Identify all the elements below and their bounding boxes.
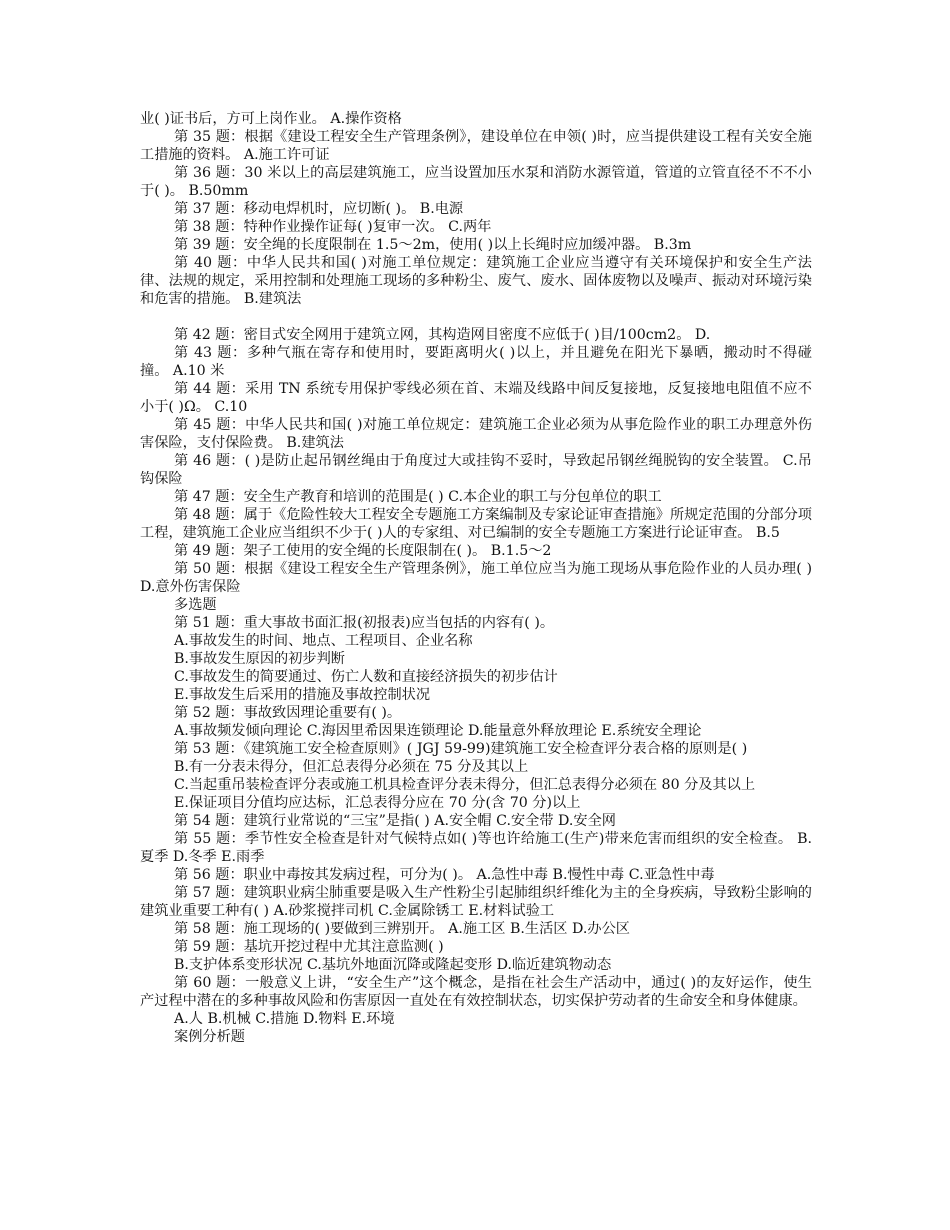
paragraph: 业( )证书后，方可上岗作业。 A.操作资格 [140,111,402,127]
question-43: 第 43 题：多种气瓶在寄存和使用时，要距离明火( )以上，并且避免在阳光下暴晒，搬动时不得碰撞。 A.10 米 [140,345,812,379]
question-57: 第 57 题：建筑职业病尘肺重要是吸入生产性粉尘引起肺组织纤维化为主的全身疾病，导致粉尘影响的建筑业重要工种有( ) A.砂浆搅拌司机 C.金属除锈工 E.材料试验工 [140,885,812,919]
question-46: 第 46 题：( )是防止起吊钢丝绳由于角度过大或挂钩不妥时，导致起吊钢丝绳脱钩的安全装置。 C.吊钩保险 [140,453,812,487]
answer-option: C.当起重吊装检查评分表或施工机具检查评分表未得分，但汇总表得分必须在 80 分及其以上 [174,777,756,793]
question-37: 第 37 题：移动电焊机时，应切断( )。 B.电源 [174,201,464,217]
question-60: 第 60 题：一般意义上讲，“安全生产”这个概念，是指在社会生产活动中，通过( )的友好运作，使生产过程中潜在的多种事故风险和伤害原因一直处在有效控制状态，切实保护劳动者的生命安全和身体健康。 [140,975,812,1009]
question-39: 第 39 题：安全绳的长度限制在 1.5～2m，使用( )以上长绳时应加缓冲器。 B.3m [174,237,692,253]
question-42: 第 42 题：密目式安全网用于建筑立网，其构造网目密度不应低于( )目/100cm2。 D. [174,327,711,343]
answer-option: A.事故频发倾向理论 C.海因里希因果连锁理论 D.能量意外释放理论 E.系统安全理论 [174,723,702,739]
question-52: 第 52 题：事故致因理论重要有( )。 [174,705,402,721]
answer-option: B.支护体系变形状况 C.基坑外地面沉降或隆起变形 D.临近建筑物动态 [174,957,612,973]
answer-option: E.保证项目分值均应达标，汇总表得分应在 70 分(含 70 分)以上 [174,795,581,811]
question-44: 第 44 题：采用 TN 系统专用保护零线必须在首、末端及线路中间反复接地，反复接地电阻值不应不小于( )Ω。 C.10 [140,381,812,415]
question-35: 第 35 题：根据《建设工程安全生产管理条例》，建设单位在申领( )时，应当提供建设工程有关安全施工措施的资料。 A.施工许可证 [140,129,812,163]
answer-option: B.事故发生原因的初步判断 [174,651,345,667]
blank-line [140,308,812,326]
question-38: 第 38 题：特种作业操作证每( )复审一次。 C.两年 [174,219,492,235]
section-heading-case-analysis: 案例分析题 [174,1029,245,1045]
question-59: 第 59 题：基坑开挖过程中尤其注意监测( ) [174,939,444,955]
question-36: 第 36 题：30 米以上的高层建筑施工，应当设置加压水泵和消防水源管道，管道的立管直径不不不小于( )。 B.50mm [140,165,812,199]
answer-option: B.有一分表未得分，但汇总表得分必须在 75 分及其以上 [174,759,529,775]
question-55: 第 55 题：季节性安全检查是针对气候特点如( )等也许给施工(生产)带来危害而组织的安全检查。 B.夏季 D.冬季 E.雨季 [140,831,812,865]
question-40: 第 40 题：中华人民共和国( )对施工单位规定：建筑施工企业应当遵守有关环境保护和安全生产法律、法规的规定，采用控制和处理施工现场的多种粉尘、废气、废水、固体废物以及噪声、振动对环境污染和危害的措施。 B.建筑法 [140,255,812,307]
question-54: 第 54 题：建筑行业常说的“三宝”是指( ) A.安全帽 C.安全带 D.安全网 [174,813,616,829]
question-48: 第 48 题：属于《危险性较大工程安全专题施工方案编制及专家论证审查措施》所规定范围的分部分项工程，建筑施工企业应当组织不少于( )人的专家组、对已编制的安全专题施工方案进行论证审查。 B.5 [140,507,812,541]
answer-option: A.人 B.机械 C.措施 D.物料 E.环境 [174,1011,395,1027]
question-56: 第 56 题：职业中毒按其发病过程，可分为( )。 A.急性中毒 B.慢性中毒 C.亚急性中毒 [174,867,715,883]
answer-option: A.事故发生的时间、地点、工程项目、企业名称 [174,633,473,649]
question-58: 第 58 题：施工现场的( )要做到三辨别开。 A.施工区 B.生活区 D.办公区 [174,921,630,937]
question-51: 第 51 题：重大事故书面汇报(初报表)应当包括的内容有( )。 [174,615,555,631]
question-45: 第 45 题：中华人民共和国( )对施工单位规定：建筑施工企业必须为从事危险作业的职工办理意外伤害保险，支付保险费。 B.建筑法 [140,417,812,451]
answer-option: E.事故发生后采用的措施及事故控制状况 [174,687,431,703]
question-47: 第 47 题：安全生产教育和培训的范围是( ) C.本企业的职工与分包单位的职工 [174,489,662,505]
document-body [140,110,812,1046]
question-50: 第 50 题：根据《建设工程安全生产管理条例》，施工单位应当为施工现场从事危险作业的人员办理( ) D.意外伤害保险 [140,561,812,595]
question-53: 第 53 题：《建筑施工安全检查原则》( JGJ 59-99)建筑施工安全检查评分表合格的原则是( ) [174,741,748,757]
question-49: 第 49 题：架子工使用的安全绳的长度限制在( )。 B.1.5～2 [174,543,552,559]
section-heading-multiple-choice: 多选题 [174,597,217,613]
answer-option: C.事故发生的简要通过、伤亡人数和直接经济损失的初步估计 [174,669,558,685]
